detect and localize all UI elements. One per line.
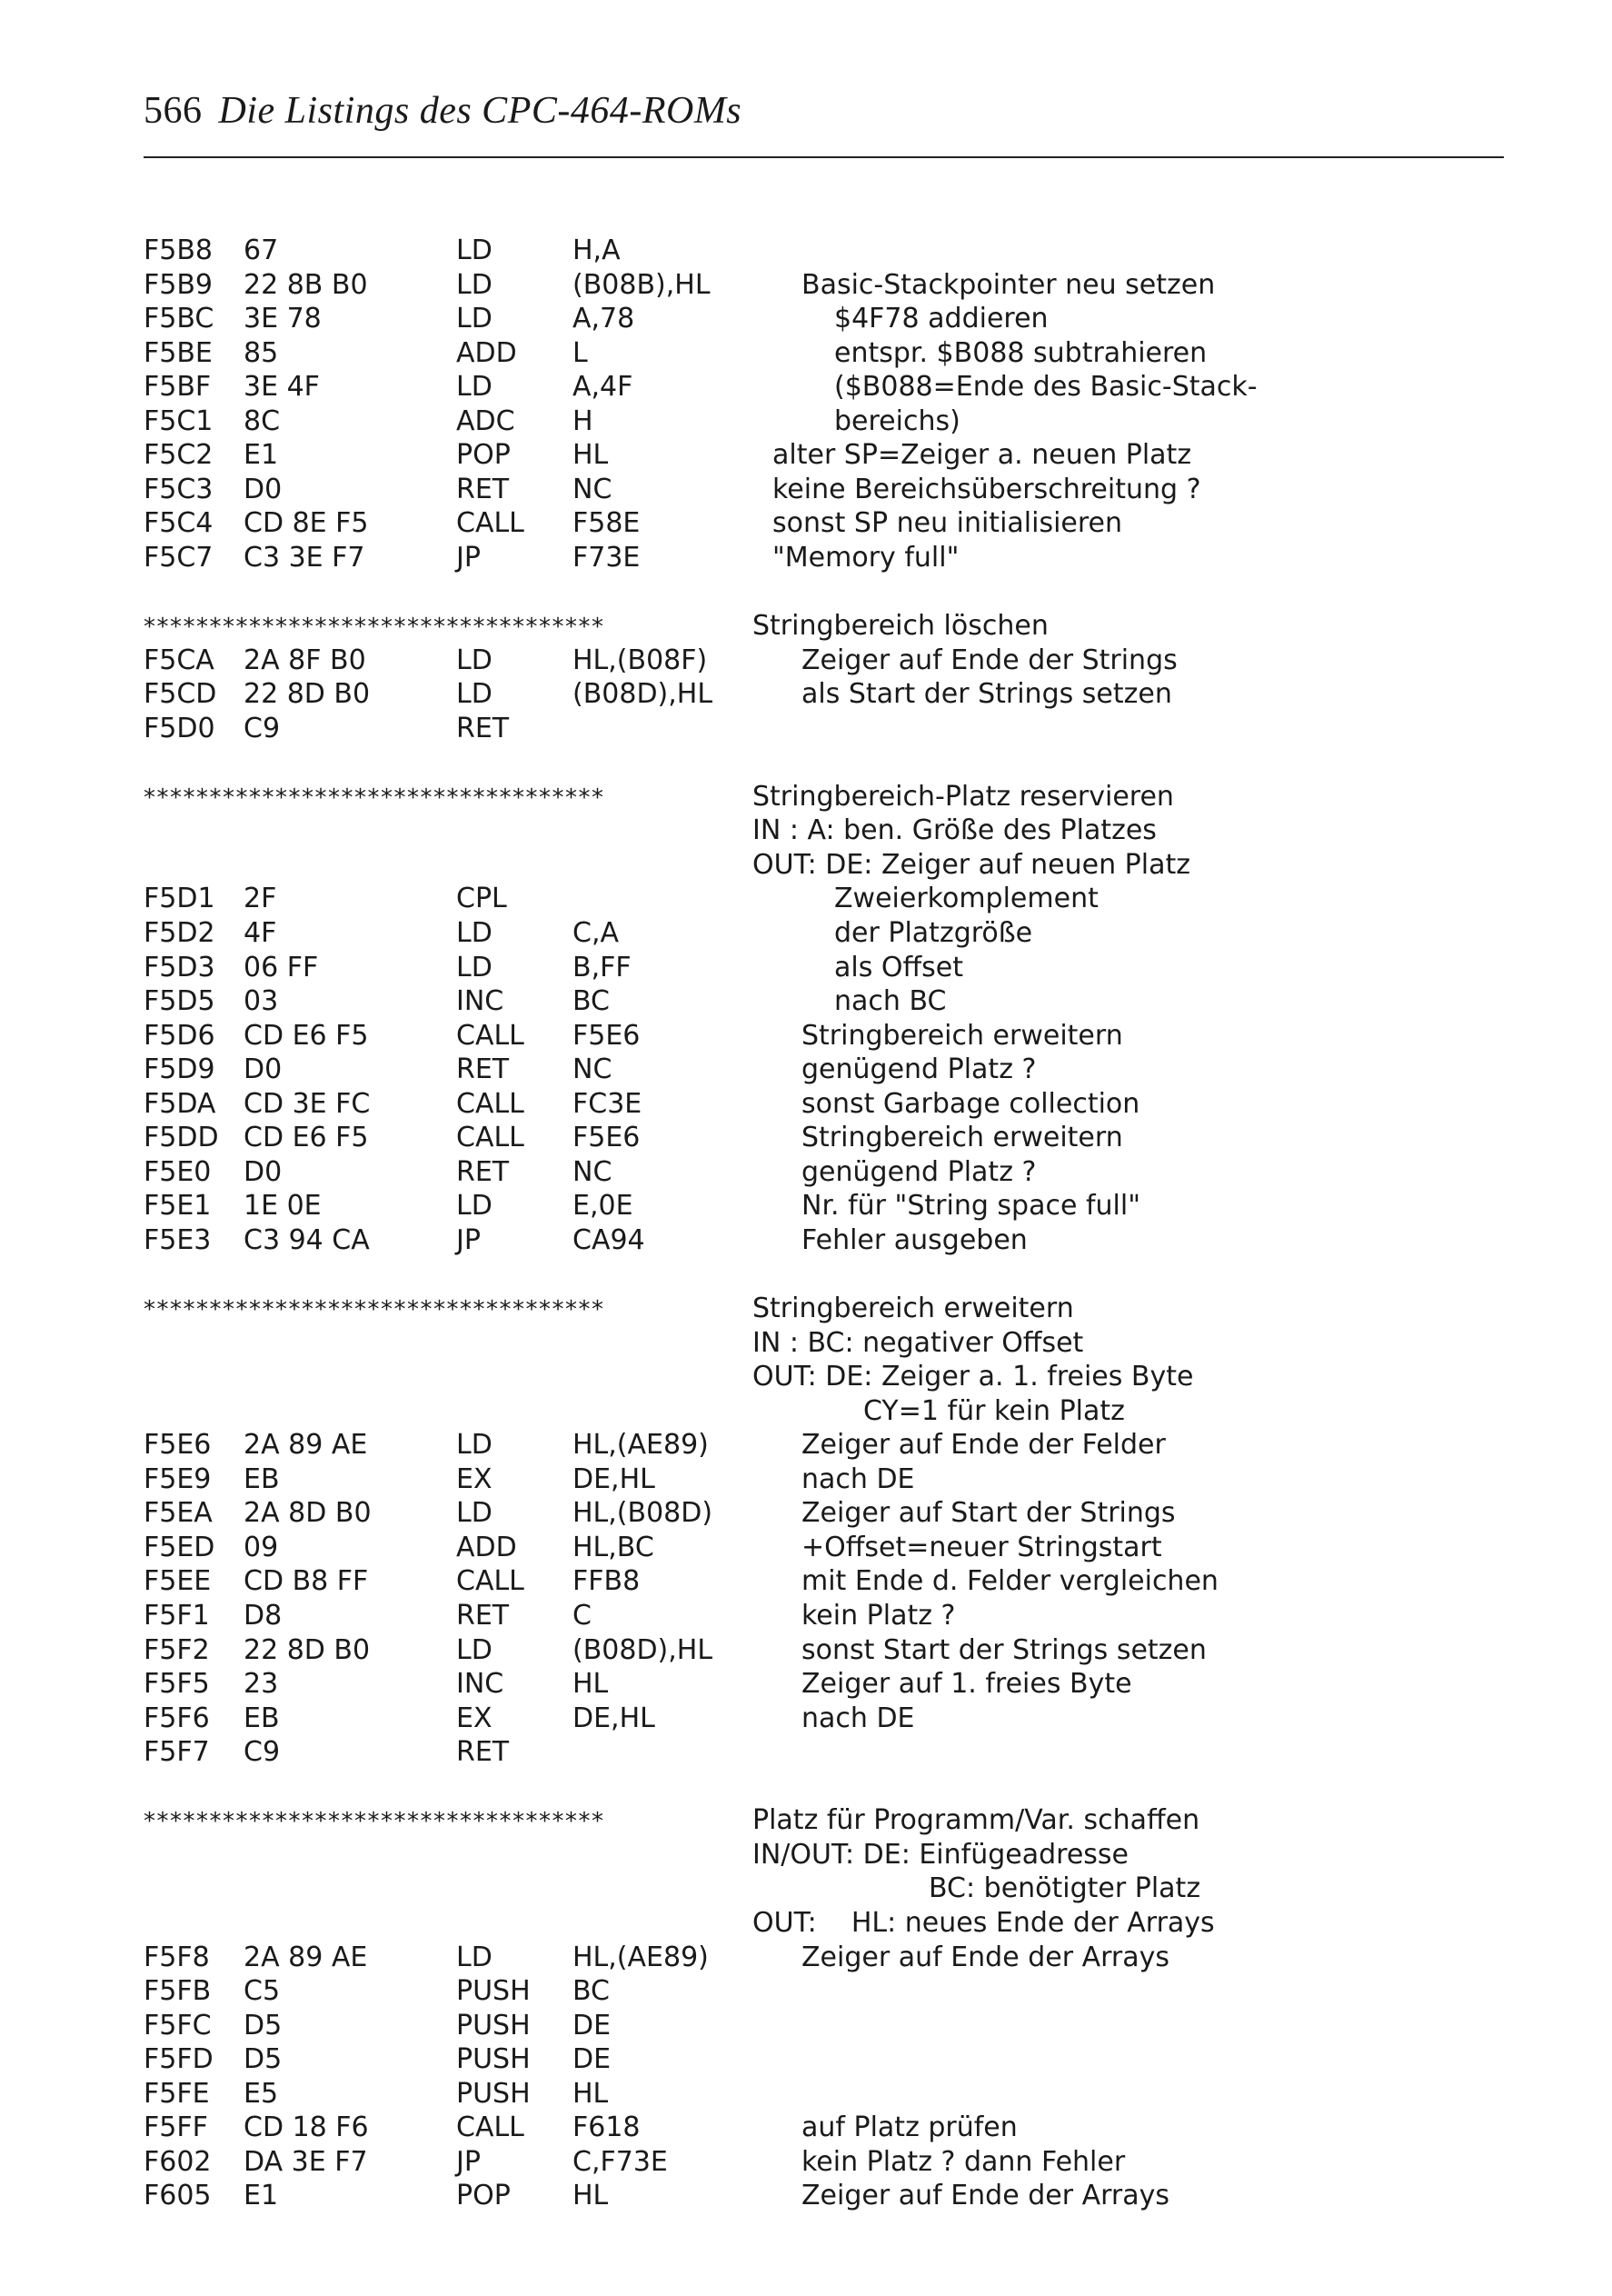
operand: C,F73E	[572, 2146, 668, 2178]
opcode-bytes: 3E 78	[244, 303, 322, 334]
operand: FC3E	[572, 1088, 642, 1120]
operand: BC	[572, 1975, 611, 2007]
comment: Stringbereich erweitern	[801, 1122, 1123, 1153]
mnemonic: LD	[456, 269, 493, 301]
section-description: BC: benötigter Platz	[929, 1872, 1201, 1904]
address: F5D2	[144, 917, 215, 949]
mnemonic: JP	[456, 2146, 481, 2178]
comment: mit Ende d. Felder vergleichen	[801, 1565, 1219, 1597]
opcode-bytes: CD E6 F5	[244, 1122, 369, 1153]
mnemonic: CPL	[456, 883, 507, 914]
operand: F5E6	[572, 1122, 641, 1153]
operand: H,A	[572, 235, 621, 266]
address: F5DA	[144, 1088, 216, 1120]
section-description: OUT: HL: neues Ende der Arrays	[752, 1907, 1215, 1939]
listing-line	[0, 1463, 1612, 1496]
operand: HL	[572, 439, 609, 471]
operand: F73E	[572, 542, 641, 574]
opcode-bytes: 8C	[244, 405, 281, 437]
listing-line	[0, 1565, 1612, 1598]
mnemonic: LD	[456, 952, 493, 983]
listing-line	[0, 269, 1612, 302]
listing-line	[0, 1361, 1612, 1393]
opcode-bytes: 06 FF	[244, 952, 319, 983]
listing-line	[0, 713, 1612, 745]
listing-line	[0, 644, 1612, 677]
operand: BC	[572, 985, 611, 1017]
section-description: IN : BC: negativer Offset	[752, 1327, 1084, 1359]
operand: CA94	[572, 1224, 645, 1256]
operand: DE,HL	[572, 1702, 655, 1734]
address: F5D5	[144, 985, 215, 1017]
listing-line	[0, 1395, 1612, 1428]
page-title: Die Listings des CPC-464-ROMs	[218, 90, 742, 132]
operand: A,78	[572, 303, 635, 334]
address: F5E1	[144, 1190, 212, 1222]
comment: Zweierkomplement	[834, 883, 1099, 914]
opcode-bytes: 2A 8D B0	[244, 1497, 372, 1529]
listing-line	[0, 439, 1612, 472]
operand: HL	[572, 2180, 609, 2211]
opcode-bytes: 85	[244, 337, 279, 369]
opcode-bytes: EB	[244, 1463, 280, 1495]
listing-line	[0, 1702, 1612, 1735]
opcode-bytes: 23	[244, 1668, 279, 1700]
operand: L	[572, 337, 588, 369]
address: F5F5	[144, 1668, 210, 1700]
comment: "Memory full"	[772, 542, 960, 574]
mnemonic: ADC	[456, 405, 515, 437]
opcode-bytes: D5	[244, 2010, 283, 2041]
opcode-bytes: 03	[244, 985, 279, 1017]
opcode-bytes: CD 8E F5	[244, 507, 369, 539]
opcode-bytes: C3 94 CA	[244, 1224, 370, 1256]
address: F5EA	[144, 1497, 213, 1529]
opcode-bytes: C9	[244, 1736, 281, 1768]
address: F602	[144, 2146, 212, 2178]
comment: sonst Start der Strings setzen	[801, 1634, 1207, 1666]
listing-line	[0, 985, 1612, 1018]
address: F5E3	[144, 1224, 212, 1256]
mnemonic: LD	[456, 303, 493, 334]
address: F5CD	[144, 678, 217, 710]
section-description: Stringbereich löschen	[752, 610, 1049, 642]
listing-line	[0, 1429, 1612, 1462]
listing-line	[0, 507, 1612, 540]
comment: $4F78 addieren	[834, 303, 1049, 334]
mnemonic: PUSH	[456, 1975, 531, 2007]
mnemonic: LD	[456, 678, 493, 710]
comment: genügend Platz ?	[801, 1053, 1037, 1085]
mnemonic: POP	[456, 2180, 511, 2211]
listing-line	[0, 1122, 1612, 1154]
listing-line	[0, 1020, 1612, 1053]
listing-line	[0, 303, 1612, 335]
listing-line	[0, 849, 1612, 882]
opcode-bytes: EB	[244, 1702, 280, 1734]
opcode-bytes: 67	[244, 235, 279, 266]
opcode-bytes: 2A 8F B0	[244, 644, 366, 676]
operand: HL,(AE89)	[572, 1942, 709, 1973]
comment: genügend Platz ?	[801, 1156, 1037, 1188]
opcode-bytes: D0	[244, 1156, 283, 1188]
listing-line	[0, 1600, 1612, 1632]
listing-line	[0, 1327, 1612, 1360]
opcode-bytes: E1	[244, 439, 279, 471]
operand: NC	[572, 474, 612, 505]
section-description: OUT: DE: Zeiger auf neuen Platz	[752, 849, 1190, 881]
section-separator: ***********************************	[144, 1808, 605, 1835]
comment: Nr. für "String space full"	[801, 1190, 1140, 1222]
mnemonic: RET	[456, 474, 510, 505]
listing-line	[0, 337, 1612, 370]
operand: H	[572, 405, 593, 437]
operand: DE,HL	[572, 1463, 655, 1495]
listing-line	[0, 1839, 1612, 1872]
opcode-bytes: 09	[244, 1532, 279, 1563]
mnemonic: LD	[456, 644, 493, 676]
listing-line	[0, 1088, 1612, 1121]
address: F5E6	[144, 1429, 212, 1461]
address: F5BE	[144, 337, 213, 369]
operand: HL,(B08D)	[572, 1497, 713, 1529]
address: F5EE	[144, 1565, 212, 1597]
address: F5D6	[144, 1020, 215, 1052]
address: F5FF	[144, 2111, 208, 2143]
section-header-line	[0, 781, 1612, 814]
opcode-bytes: DA 3E F7	[244, 2146, 368, 2178]
section-description: CY=1 für kein Platz	[863, 1395, 1125, 1427]
mnemonic: LD	[456, 1497, 493, 1529]
mnemonic: POP	[456, 439, 511, 471]
mnemonic: PUSH	[456, 2010, 531, 2041]
mnemonic: LD	[456, 371, 493, 403]
listing-line	[0, 1532, 1612, 1564]
opcode-bytes: CD E6 F5	[244, 1020, 369, 1052]
section-separator: ***********************************	[144, 614, 605, 641]
operand: NC	[572, 1156, 612, 1188]
address: F5CA	[144, 644, 214, 676]
section-header-line	[0, 1293, 1612, 1325]
listing-line	[0, 2010, 1612, 2042]
blank-line	[0, 746, 1612, 779]
opcode-bytes: D8	[244, 1600, 283, 1632]
mnemonic: EX	[456, 1463, 493, 1495]
opcode-bytes: 3E 4F	[244, 371, 320, 403]
listing-line	[0, 814, 1612, 847]
comment: als Start der Strings setzen	[801, 678, 1172, 710]
mnemonic: EX	[456, 1702, 493, 1734]
address: F5C2	[144, 439, 214, 471]
address: F5C1	[144, 405, 214, 437]
opcode-bytes: 22 8D B0	[244, 1634, 371, 1666]
comment: Zeiger auf Ende der Arrays	[801, 2180, 1170, 2211]
listing-line	[0, 1907, 1612, 1940]
listing-line	[0, 1975, 1612, 2008]
operand: (B08D),HL	[572, 678, 713, 710]
mnemonic: ADD	[456, 1532, 517, 1563]
listing-line	[0, 2078, 1612, 2111]
mnemonic: PUSH	[456, 2043, 531, 2075]
listing-line	[0, 883, 1612, 915]
operand: F5E6	[572, 1020, 641, 1052]
mnemonic: RET	[456, 1736, 510, 1768]
comment: kein Platz ? dann Fehler	[801, 2146, 1126, 2178]
comment: Stringbereich erweitern	[801, 1020, 1123, 1052]
address: F5DD	[144, 1122, 219, 1153]
operand: DE	[572, 2010, 612, 2041]
address: F5D0	[144, 713, 215, 744]
listing-line	[0, 542, 1612, 574]
mnemonic: LD	[456, 1634, 493, 1666]
section-description: IN : A: ben. Größe des Platzes	[752, 814, 1157, 846]
mnemonic: JP	[456, 542, 481, 574]
section-description: Stringbereich-Platz reservieren	[752, 781, 1174, 813]
comment: alter SP=Zeiger a. neuen Platz	[772, 439, 1192, 471]
address: F605	[144, 2180, 212, 2211]
mnemonic: JP	[456, 1224, 481, 1256]
comment: Zeiger auf Ende der Strings	[801, 644, 1178, 676]
blank-line	[0, 576, 1612, 609]
comment: nach DE	[801, 1702, 915, 1734]
section-description: OUT: DE: Zeiger a. 1. freies Byte	[752, 1361, 1194, 1393]
blank-line	[0, 1259, 1612, 1292]
section-header-line	[0, 610, 1612, 643]
mnemonic: CALL	[456, 1020, 524, 1052]
section-description: Platz für Programm/Var. schaffen	[752, 1804, 1200, 1836]
comment: als Offset	[834, 952, 964, 983]
comment: nach BC	[834, 985, 947, 1017]
comment: Zeiger auf Start der Strings	[801, 1497, 1176, 1529]
mnemonic: RET	[456, 1600, 510, 1632]
address: F5FB	[144, 1975, 212, 2007]
mnemonic: CALL	[456, 1122, 524, 1153]
listing-line	[0, 1497, 1612, 1530]
operand: HL	[572, 2078, 609, 2110]
mnemonic: LD	[456, 1942, 493, 1973]
comment: +Offset=neuer Stringstart	[801, 1532, 1162, 1563]
opcode-bytes: D0	[244, 1053, 283, 1085]
comment: nach DE	[801, 1463, 915, 1495]
operand: C,A	[572, 917, 620, 949]
opcode-bytes: 2A 89 AE	[244, 1429, 368, 1461]
comment: entspr. $B088 subtrahieren	[834, 337, 1208, 369]
listing-line	[0, 2111, 1612, 2144]
address: F5F1	[144, 1600, 210, 1632]
operand: C	[572, 1600, 592, 1632]
address: F5B9	[144, 269, 214, 301]
comment: ($B088=Ende des Basic-Stack-	[834, 371, 1258, 403]
address: F5F2	[144, 1634, 210, 1666]
opcode-bytes: 22 8D B0	[244, 678, 371, 710]
opcode-bytes: CD 3E FC	[244, 1088, 371, 1120]
opcode-bytes: C5	[244, 1975, 281, 2007]
address: F5C4	[144, 507, 214, 539]
mnemonic: LD	[456, 1429, 493, 1461]
section-separator: ***********************************	[144, 784, 605, 812]
address: F5D3	[144, 952, 215, 983]
comment: Zeiger auf 1. freies Byte	[801, 1668, 1132, 1700]
comment: kein Platz ?	[801, 1600, 956, 1632]
opcode-bytes: E1	[244, 2180, 279, 2211]
mnemonic: INC	[456, 1668, 504, 1700]
listing-line	[0, 474, 1612, 506]
comment: der Platzgröße	[834, 917, 1033, 949]
listing-line	[0, 1668, 1612, 1701]
address: F5F8	[144, 1942, 210, 1973]
section-description: Stringbereich erweitern	[752, 1293, 1074, 1324]
operand: DE	[572, 2043, 612, 2075]
section-separator: ***********************************	[144, 1296, 605, 1323]
blank-line	[0, 1771, 1612, 1803]
opcode-bytes: 2F	[244, 883, 277, 914]
address: F5FE	[144, 2078, 210, 2110]
listing-line	[0, 1053, 1612, 1086]
opcode-bytes: CD B8 FF	[244, 1565, 369, 1597]
listing-line	[0, 1634, 1612, 1667]
listing-line	[0, 2043, 1612, 2076]
listing-line	[0, 1190, 1612, 1223]
opcode-bytes: 1E 0E	[244, 1190, 322, 1222]
opcode-bytes: 2A 89 AE	[244, 1942, 368, 1973]
address: F5D9	[144, 1053, 215, 1085]
listing-line	[0, 405, 1612, 438]
listing-line	[0, 952, 1612, 984]
address: F5BF	[144, 371, 212, 403]
comment: Fehler ausgeben	[801, 1224, 1028, 1256]
comment: Zeiger auf Ende der Arrays	[801, 1942, 1170, 1973]
address: F5E9	[144, 1463, 212, 1495]
operand: (B08B),HL	[572, 269, 711, 301]
listing-line	[0, 1224, 1612, 1257]
mnemonic: LD	[456, 1190, 493, 1222]
operand: B,FF	[572, 952, 632, 983]
operand: HL	[572, 1668, 609, 1700]
opcode-bytes: 4F	[244, 917, 277, 949]
listing-line	[0, 235, 1612, 267]
opcode-bytes: CD 18 F6	[244, 2111, 369, 2143]
comment: sonst Garbage collection	[801, 1088, 1140, 1120]
section-description: IN/OUT: DE: Einfügeadresse	[752, 1839, 1129, 1871]
listing-line	[0, 1872, 1612, 1905]
listing-line	[0, 1736, 1612, 1769]
comment: Basic-Stackpointer neu setzen	[801, 269, 1216, 301]
operand: (B08D),HL	[572, 1634, 713, 1666]
comment: auf Platz prüfen	[801, 2111, 1018, 2143]
address: F5C7	[144, 542, 214, 574]
operand: F618	[572, 2111, 641, 2143]
opcode-bytes: D0	[244, 474, 283, 505]
address: F5ED	[144, 1532, 215, 1563]
operand: HL,(AE89)	[572, 1429, 709, 1461]
listing-line	[0, 2146, 1612, 2179]
listing-line	[0, 917, 1612, 950]
operand: HL,(B08F)	[572, 644, 708, 676]
mnemonic: CALL	[456, 2111, 524, 2143]
mnemonic: LD	[456, 235, 493, 266]
address: F5F6	[144, 1702, 210, 1734]
comment: bereichs)	[834, 405, 960, 437]
comment: sonst SP neu initialisieren	[772, 507, 1123, 539]
listing-line	[0, 371, 1612, 404]
address: F5C3	[144, 474, 214, 505]
operand: A,4F	[572, 371, 633, 403]
address: F5B8	[144, 235, 214, 266]
mnemonic: CALL	[456, 1088, 524, 1120]
address: F5BC	[144, 303, 214, 334]
comment: Zeiger auf Ende der Felder	[801, 1429, 1166, 1461]
section-header-line	[0, 1804, 1612, 1837]
address: F5FD	[144, 2043, 214, 2075]
page-number: 566	[144, 90, 203, 132]
mnemonic: PUSH	[456, 2078, 531, 2110]
listing-line	[0, 2180, 1612, 2212]
address: F5F7	[144, 1736, 210, 1768]
mnemonic: ADD	[456, 337, 517, 369]
operand: FFB8	[572, 1565, 641, 1597]
opcode-bytes: C9	[244, 713, 281, 744]
mnemonic: CALL	[456, 1565, 524, 1597]
mnemonic: INC	[456, 985, 504, 1017]
mnemonic: LD	[456, 917, 493, 949]
listing-line	[0, 1156, 1612, 1189]
opcode-bytes: C3 3E F7	[244, 542, 365, 574]
comment: keine Bereichsüberschreitung ?	[772, 474, 1201, 505]
mnemonic: RET	[456, 713, 510, 744]
operand: F58E	[572, 507, 641, 539]
address: F5D1	[144, 883, 215, 914]
address: F5FC	[144, 2010, 212, 2041]
listing-line	[0, 678, 1612, 711]
opcode-bytes: 22 8B B0	[244, 269, 368, 301]
operand: NC	[572, 1053, 612, 1085]
opcode-bytes: D5	[244, 2043, 283, 2075]
address: F5E0	[144, 1156, 212, 1188]
operand: HL,BC	[572, 1532, 654, 1563]
opcode-bytes: E5	[244, 2078, 279, 2110]
operand: E,0E	[572, 1190, 633, 1222]
mnemonic: CALL	[456, 507, 524, 539]
mnemonic: RET	[456, 1053, 510, 1085]
mnemonic: RET	[456, 1156, 510, 1188]
listing-line	[0, 1942, 1612, 1974]
